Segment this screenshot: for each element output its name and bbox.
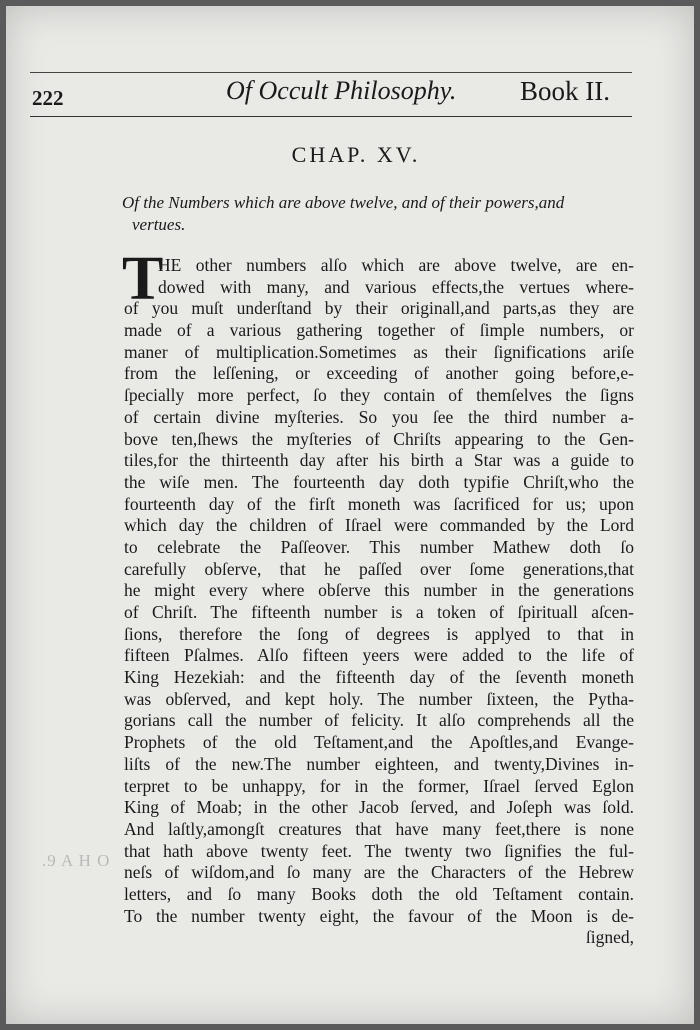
text-line: King of Moab; in the other Jacob ſerved, and Joſeph was ſold.	[124, 797, 634, 818]
text-line: dowed with many, and various effects,the vertues where-	[158, 276, 634, 297]
text-line: tiles,for the thirteenth day after his birth a Star was a guide to	[124, 450, 634, 471]
header-rule	[30, 72, 632, 73]
text-line: fifteen Pſalmes. Alſo fifteen yeers were added to the life of	[124, 645, 634, 666]
text-line: HE other numbers alſo which are above twelve, are en-	[158, 255, 634, 275]
text-line: maner of multiplication.Sometimes as their ſignifications ariſe	[124, 341, 634, 362]
text-line: ſigned,	[585, 927, 634, 948]
text-line: carefully obſerve, that he paſſed over ſome generations,that	[124, 558, 634, 579]
text-line: fourteenth day of the firſt moneth was ſacrificed for us; upon	[124, 493, 634, 514]
text-line: liſts of the new.The number eighteen, and twenty,Divines in-	[124, 753, 634, 774]
text-line: bove ten,ſhews the myſteries of Chriſts appearing to the Gen-	[124, 428, 634, 449]
text-line: And laſtly,amongſt creatures that have many feet,there is none	[124, 818, 634, 839]
text-line: terpret to be unhappy, for in the former, Iſrael ſerved Eglon	[124, 775, 634, 796]
book-page	[6, 6, 694, 1024]
text-line: neſs of wiſdom,and ſo many are the Characters of the Hebrew	[124, 862, 634, 883]
subtitle-line: Of the Numbers which are above twelve, and of their powers,and	[122, 193, 565, 212]
text-line: gorians call the number of felicity. It alſo comprehends all the	[124, 710, 634, 731]
page-number: 222	[32, 86, 64, 110]
text-line: ſpecially more perfect, ſo they contain of themſelves the ſigns	[124, 385, 634, 406]
text-line: to celebrate the Paſſeover. This number Mathew doth ſo	[124, 536, 634, 557]
running-title: Of Occult Philosophy.	[226, 76, 457, 105]
text-line: of Chriſt. The fifteenth number is a token of ſpirituall aſcen-	[124, 602, 634, 622]
drop-cap: T	[122, 245, 164, 313]
bleed-through-text: .9 A H O	[42, 851, 111, 870]
text-line: ſions, therefore the ſong of degrees is applyed to that in	[124, 623, 634, 644]
chapter-subtitle	[122, 192, 637, 236]
text-line: he might every where obſerve this number in the generations	[124, 580, 634, 601]
chapter-heading: CHAP. XV.	[291, 142, 421, 167]
text-line: King Hezekiah: and the fifteenth day of the ſeventh moneth	[124, 667, 634, 688]
text-line: that hath above twenty feet. The twenty two ſignifies the ful-	[124, 840, 634, 861]
text-line: was obſerved, and kept holy. The number ſixteen, the Pytha-	[124, 688, 634, 709]
subtitle-line: vertues.	[132, 215, 186, 234]
book-label: Book II.	[520, 76, 610, 106]
text-line: from the leſſening, or exceeding of another going before,e-	[124, 363, 634, 384]
page-header	[30, 72, 632, 117]
body-text	[124, 255, 634, 949]
text-line: Prophets of the old Teſtament,and the Apoſtles,and Evange-	[124, 732, 634, 753]
text-line: which day the children of Iſrael were commanded by the Lord	[124, 515, 634, 536]
text-line: To the number twenty eight, the favour of the Moon is de-	[124, 905, 634, 926]
text-line: of you muſt underſtand by their originall,and parts,as they are	[124, 298, 634, 319]
text-line: of certain divine myſteries. So you ſee the third number a-	[124, 406, 634, 427]
text-line: letters, and ſo many Books doth the old Teſtament contain.	[124, 883, 634, 904]
text-line: made of a various gathering together of ſimple numbers, or	[124, 320, 634, 341]
text-line: the wiſe men. The fourteenth day doth typifie Chriſt,who the	[124, 471, 634, 492]
